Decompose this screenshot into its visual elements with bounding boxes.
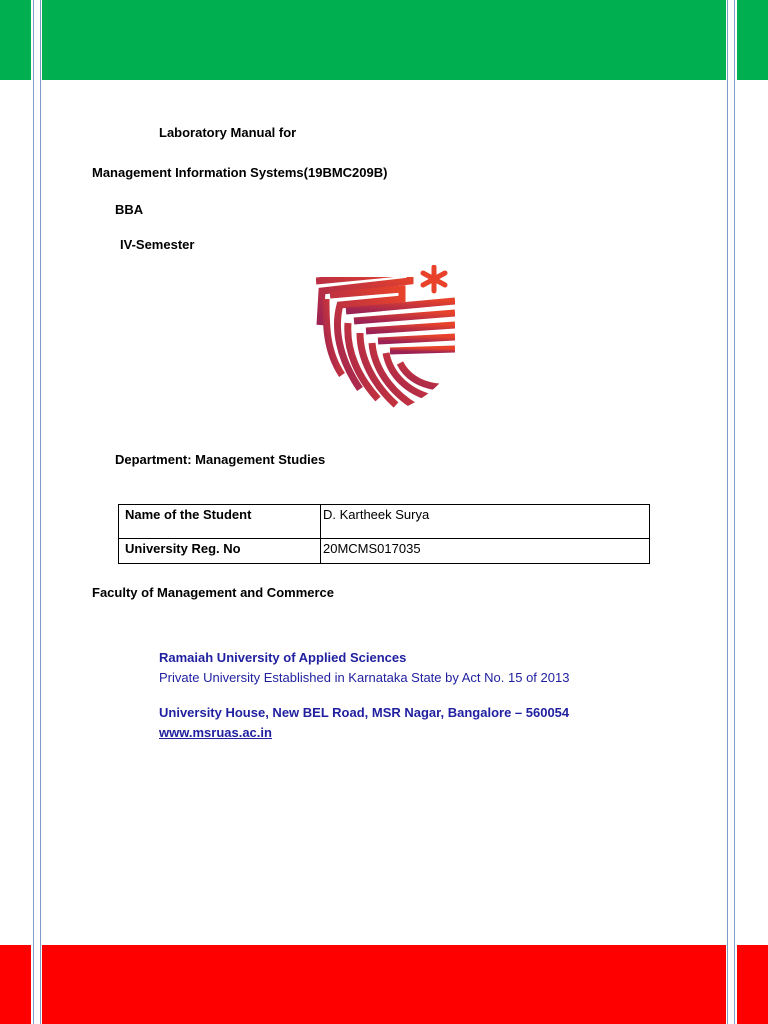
top-band-center: [42, 0, 726, 80]
bottom-band-center: [42, 945, 726, 1024]
border-line: [33, 0, 34, 1024]
border-line: [734, 0, 735, 1024]
department-label: Department: Management Studies: [115, 452, 326, 467]
table-row: [119, 539, 650, 564]
program-label: BBA: [115, 202, 144, 217]
semester-label: IV-Semester: [120, 237, 195, 252]
border-line: [727, 0, 728, 1024]
university-established: Private University Established in Karnataka State by Act No. 15 of 2013: [159, 670, 570, 685]
student-info-table: [118, 504, 650, 564]
manual-title: Laboratory Manual for: [159, 125, 297, 140]
ramaiah-shield-logo-icon: [312, 265, 457, 417]
top-band-left: [0, 0, 31, 80]
table-cell-value: D. Kartheek Surya: [321, 505, 650, 539]
table-cell-value: 20MCMS017035: [321, 539, 650, 564]
university-name: Ramaiah University of Applied Sciences: [159, 650, 407, 665]
table-row: [119, 505, 650, 539]
bottom-band-left: [0, 945, 31, 1024]
border-line: [40, 0, 41, 1024]
table-cell-label: Name of the Student: [119, 505, 321, 539]
faculty-label: Faculty of Management and Commerce: [92, 585, 334, 600]
bottom-band-right: [737, 945, 768, 1024]
course-title: Management Information Systems(19BMC209B): [92, 165, 388, 180]
university-website-link[interactable]: www.msruas.ac.in: [159, 725, 272, 740]
table-cell-label: University Reg. No: [119, 539, 321, 564]
top-band-right: [737, 0, 768, 80]
university-address: University House, New BEL Road, MSR Nagar, Bangalore – 560054: [159, 705, 570, 720]
